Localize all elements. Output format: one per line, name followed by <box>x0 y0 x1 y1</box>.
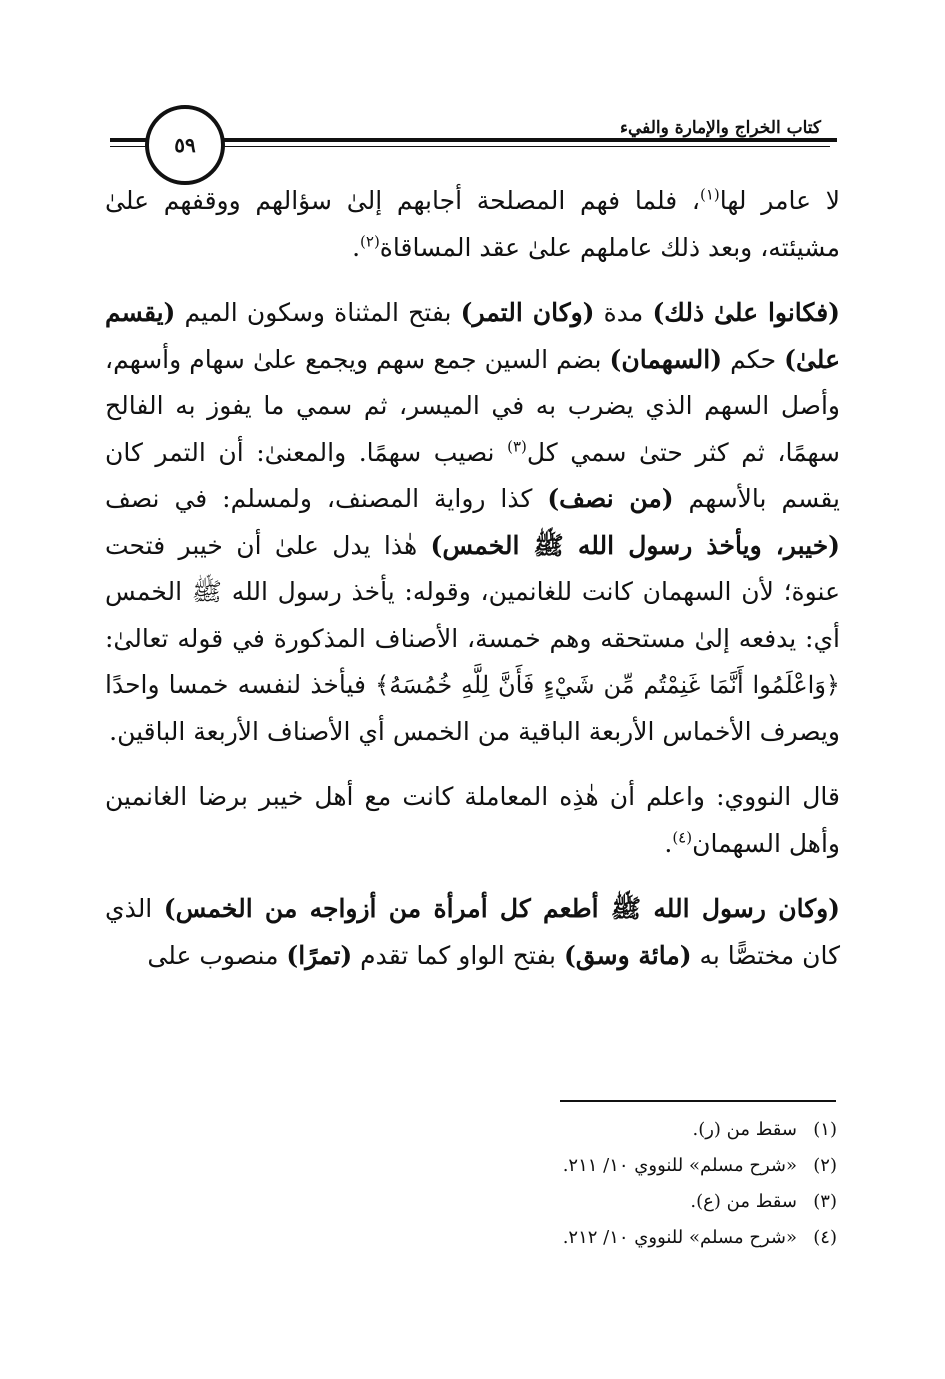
hadith-quote: (تمرًا) <box>286 940 353 970</box>
text-run: فيأخذ لنفسه خمسا واحدًا ويصرف الأخماس الأربعة الباقية من الخمس أي الأصناف الأربعة الباقين. <box>105 670 840 746</box>
hadith-quote: (مائة وسق) <box>563 940 692 970</box>
text-run: نصيب سهمًا. والمعنىٰ: أن التمر كان يقسم بالأسهم <box>105 437 840 513</box>
page-number: ٥٩ <box>145 105 225 185</box>
footnote-text: سقط من (ر). <box>692 1119 797 1140</box>
text-run: منصوب على <box>147 940 287 970</box>
text-run: لا عامر لها <box>719 186 841 215</box>
header-rule-thin <box>200 146 830 147</box>
footnote-text: «شرح مسلم» للنووي ١٠/ ٢١٢. <box>562 1227 797 1248</box>
footnote-number: (٤) <box>813 1227 837 1248</box>
text-run: بفتح الواو كما تقدم <box>352 940 564 970</box>
running-header-title: كتاب الخراج والإمارة والفيء <box>614 118 827 138</box>
paragraph-3 <box>105 774 840 867</box>
text-run: ، فلما فهم المصلحة أجابهم إلىٰ سؤالهم ووقفهم علىٰ مشيئته، وبعد ذلك عاملهم علىٰ عقد المساقاة <box>105 186 840 262</box>
footnote-item <box>105 1112 837 1148</box>
footnote-number: (٢) <box>813 1155 837 1176</box>
main-text <box>105 178 840 998</box>
footnote-text: سقط من (ع). <box>690 1191 797 1212</box>
text-run: كذا رواية المصنف، ولمسلم: في نصف <box>105 484 548 513</box>
hadith-quote: (السهمان) <box>609 344 723 374</box>
text-run: هٰذا يدل علىٰ أن خيبر فتحت عنوة؛ لأن السهمان كانت للغانمين، وقوله: يأخذ رسول الله ﷺ الخمس أي: يدفعه إلىٰ مستحقه وهم خمسة، الأصناف المذكورة في قوله تعالىٰ: <box>105 530 840 653</box>
footnote-ref: (٤) <box>672 828 693 847</box>
paragraph-1 <box>105 178 840 271</box>
paragraph-2 <box>105 290 840 755</box>
text-run: . <box>352 232 361 262</box>
footnote-ref: (٣) <box>507 437 527 456</box>
footnote-item <box>105 1148 837 1184</box>
hadith-quote: (وكان رسول الله ﷺ أطعم كل أمرأة من أزواجه من الخمس) <box>163 894 840 923</box>
hadith-quote: (من نصف) <box>547 484 674 513</box>
footnotes <box>105 1112 837 1256</box>
text-run: حكم <box>722 344 785 374</box>
text-run: مدة <box>594 298 653 327</box>
footnote-number: (٣) <box>813 1191 837 1212</box>
header-rule-right <box>809 138 837 142</box>
hadith-quote: (وكان التمر) <box>460 298 595 327</box>
footnote-ref: (١) <box>700 185 720 204</box>
text-run: الذي كان مختصًّا به <box>105 894 840 970</box>
text-run: . <box>664 828 673 858</box>
text-run: قال النووي: واعلم أن هٰذِه المعاملة كانت مع أهل خيبر برضا الغانمين وأهل السهمان <box>105 782 840 858</box>
quran-verse: ﴿وَاعْلَمُوا أَنَّمَا غَنِمْتُم مِّن شَيْءٍ فَأَنَّ لِلَّهِ خُمُسَهُ﴾ <box>375 671 840 699</box>
text-run: بضم السين جمع سهم ويجمع علىٰ سهام وأسهم، وأصل السهم الذي يضرب به في الميسر، ثم سمي ما يفوز به الفالح سهمًا، ثم كثر حتىٰ سمي كل <box>105 344 841 467</box>
hadith-quote: (خيبر، ويأخذ رسول الله ﷺ الخمس) <box>430 530 841 560</box>
footnote-separator <box>560 1100 836 1102</box>
footnote-text: «شرح مسلم» للنووي ١٠/ ٢١١. <box>562 1155 797 1176</box>
footnote-item <box>105 1184 837 1220</box>
text-run: بفتح المثناة وسكون الميم <box>175 298 461 327</box>
footnote-item <box>105 1220 837 1256</box>
footnote-ref: (٢) <box>360 232 380 251</box>
paragraph-4 <box>105 886 840 979</box>
header-rule <box>200 138 830 142</box>
hadith-quote: (فكانوا علىٰ ذلك) <box>652 298 840 327</box>
footnote-number: (١) <box>813 1119 837 1140</box>
hadith-quote: (يقسم علىٰ) <box>105 298 840 374</box>
